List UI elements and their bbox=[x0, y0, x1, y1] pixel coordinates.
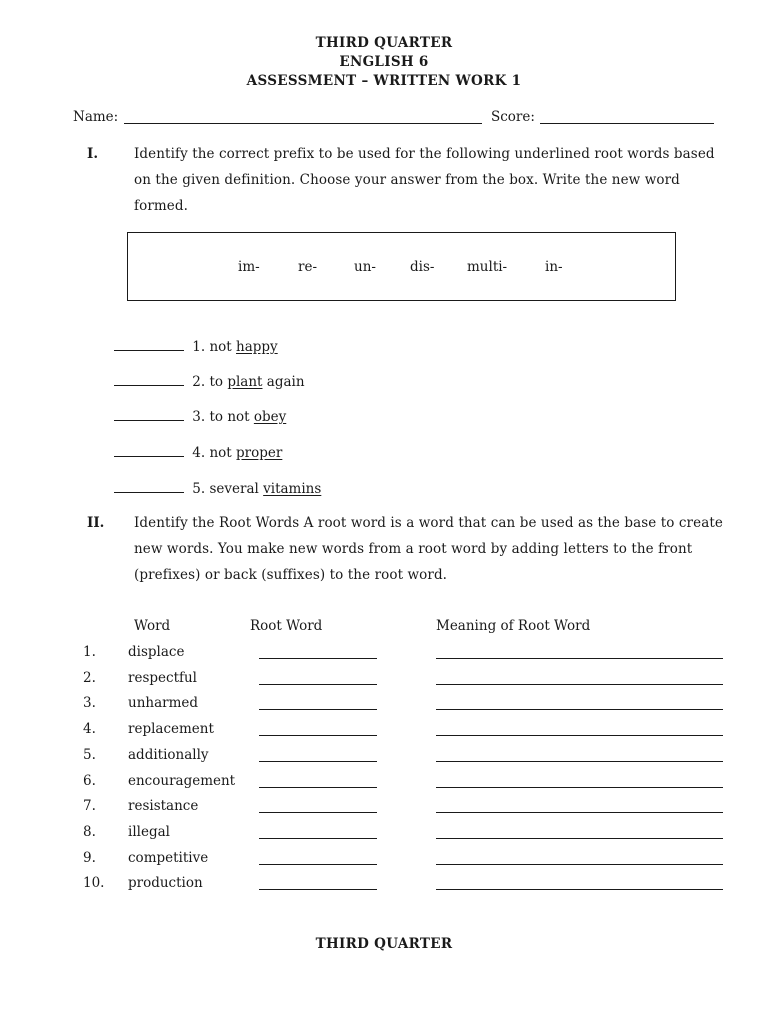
row-word: unharmed bbox=[128, 695, 199, 711]
item-pre: several bbox=[209, 481, 259, 497]
prefix-choice: dis- bbox=[410, 259, 435, 275]
row-word: replacement bbox=[128, 721, 214, 737]
meaning-blank[interactable] bbox=[436, 838, 723, 839]
row-word: respectful bbox=[128, 670, 197, 686]
row-number: 3. bbox=[83, 695, 96, 711]
row-number: 9. bbox=[83, 850, 96, 866]
section1-instructions: Identify the correct prefix to be used for the following underlined root words based on the given definition. Choose your answer from the box. Write the new word formed. bbox=[134, 146, 715, 214]
meaning-blank[interactable] bbox=[436, 812, 723, 813]
root-word-blank[interactable] bbox=[259, 684, 377, 685]
item-number: 2. bbox=[192, 374, 206, 390]
item-pre: to not bbox=[209, 409, 250, 425]
root-word-blank[interactable] bbox=[259, 838, 377, 839]
table-row bbox=[0, 850, 768, 874]
table-row bbox=[0, 670, 768, 694]
row-word: illegal bbox=[128, 824, 170, 840]
item-post: again bbox=[266, 374, 305, 390]
item-root: happy bbox=[236, 339, 278, 355]
prefix-item bbox=[114, 409, 286, 425]
root-word-blank[interactable] bbox=[259, 864, 377, 865]
row-word: production bbox=[128, 875, 203, 891]
header-quarter: THIRD QUARTER bbox=[315, 35, 453, 51]
score-label: Score: bbox=[491, 109, 535, 125]
row-number: 1. bbox=[83, 644, 96, 660]
root-word-blank[interactable] bbox=[259, 709, 377, 710]
table-row bbox=[0, 875, 768, 899]
item-number: 1. bbox=[192, 339, 206, 355]
meaning-blank[interactable] bbox=[436, 889, 723, 890]
item-pre: to bbox=[209, 374, 224, 390]
prefix-item bbox=[114, 339, 278, 355]
row-number: 10. bbox=[83, 875, 105, 891]
row-word: encouragement bbox=[128, 773, 236, 789]
answer-blank[interactable] bbox=[114, 409, 184, 421]
table-row bbox=[0, 798, 768, 822]
score-field[interactable] bbox=[540, 123, 714, 124]
item-pre: not bbox=[209, 339, 232, 355]
prefix-item bbox=[114, 445, 282, 461]
table-row bbox=[0, 747, 768, 771]
item-number: 5. bbox=[192, 481, 206, 497]
item-root: vitamins bbox=[263, 481, 322, 497]
item-pre: not bbox=[209, 445, 232, 461]
item-root: proper bbox=[236, 445, 283, 461]
col-root-word: Root Word bbox=[250, 618, 323, 634]
prefix-choice: re- bbox=[298, 259, 318, 275]
item-number: 3. bbox=[192, 409, 206, 425]
row-number: 7. bbox=[83, 798, 96, 814]
item-root: plant bbox=[227, 374, 263, 390]
meaning-blank[interactable] bbox=[436, 658, 723, 659]
meaning-blank[interactable] bbox=[436, 735, 723, 736]
root-word-blank[interactable] bbox=[259, 889, 377, 890]
meaning-blank[interactable] bbox=[436, 684, 723, 685]
row-word: additionally bbox=[128, 747, 209, 763]
prefix-item bbox=[114, 374, 305, 390]
root-word-blank[interactable] bbox=[259, 658, 377, 659]
prefix-choice: un- bbox=[354, 259, 376, 275]
col-meaning: Meaning of Root Word bbox=[436, 618, 591, 634]
col-word: Word bbox=[134, 618, 171, 634]
prefix-choice: multi- bbox=[467, 259, 508, 275]
row-number: 2. bbox=[83, 670, 96, 686]
meaning-blank[interactable] bbox=[436, 761, 723, 762]
row-number: 5. bbox=[83, 747, 96, 763]
table-row bbox=[0, 824, 768, 848]
header-assessment: ASSESSMENT – WRITTEN WORK 1 bbox=[246, 73, 522, 89]
prefix-choice-box bbox=[127, 232, 676, 301]
row-word: resistance bbox=[128, 798, 199, 814]
name-field[interactable] bbox=[124, 123, 482, 124]
item-root: obey bbox=[253, 409, 287, 425]
answer-blank[interactable] bbox=[114, 445, 184, 457]
table-row bbox=[0, 644, 768, 668]
answer-blank[interactable] bbox=[114, 481, 184, 493]
section1-numeral: I. bbox=[87, 146, 99, 162]
header-subject: ENGLISH 6 bbox=[339, 54, 429, 70]
table-row bbox=[0, 721, 768, 745]
row-number: 4. bbox=[83, 721, 96, 737]
meaning-blank[interactable] bbox=[436, 864, 723, 865]
table-row bbox=[0, 695, 768, 719]
prefix-item bbox=[114, 481, 321, 497]
root-word-blank[interactable] bbox=[259, 761, 377, 762]
row-word: competitive bbox=[128, 850, 209, 866]
name-label: Name: bbox=[73, 109, 119, 125]
footer-quarter: THIRD QUARTER bbox=[315, 936, 453, 952]
table-row bbox=[0, 773, 768, 797]
meaning-blank[interactable] bbox=[436, 709, 723, 710]
prefix-choice: in- bbox=[545, 259, 563, 275]
answer-blank[interactable] bbox=[114, 339, 184, 351]
root-word-blank[interactable] bbox=[259, 787, 377, 788]
meaning-blank[interactable] bbox=[436, 787, 723, 788]
row-word: displace bbox=[128, 644, 185, 660]
row-number: 6. bbox=[83, 773, 96, 789]
answer-blank[interactable] bbox=[114, 374, 184, 386]
row-number: 8. bbox=[83, 824, 96, 840]
root-word-blank[interactable] bbox=[259, 812, 377, 813]
prefix-choice: im- bbox=[238, 259, 260, 275]
section2-instructions: Identify the Root Words A root word is a word that can be used as the base to create new words. You make new words from a root word by adding letters to the front (prefixes) or back (suffixes) to the root word. bbox=[134, 515, 723, 583]
root-word-blank[interactable] bbox=[259, 735, 377, 736]
item-number: 4. bbox=[192, 445, 206, 461]
section2-numeral: II. bbox=[87, 515, 105, 531]
